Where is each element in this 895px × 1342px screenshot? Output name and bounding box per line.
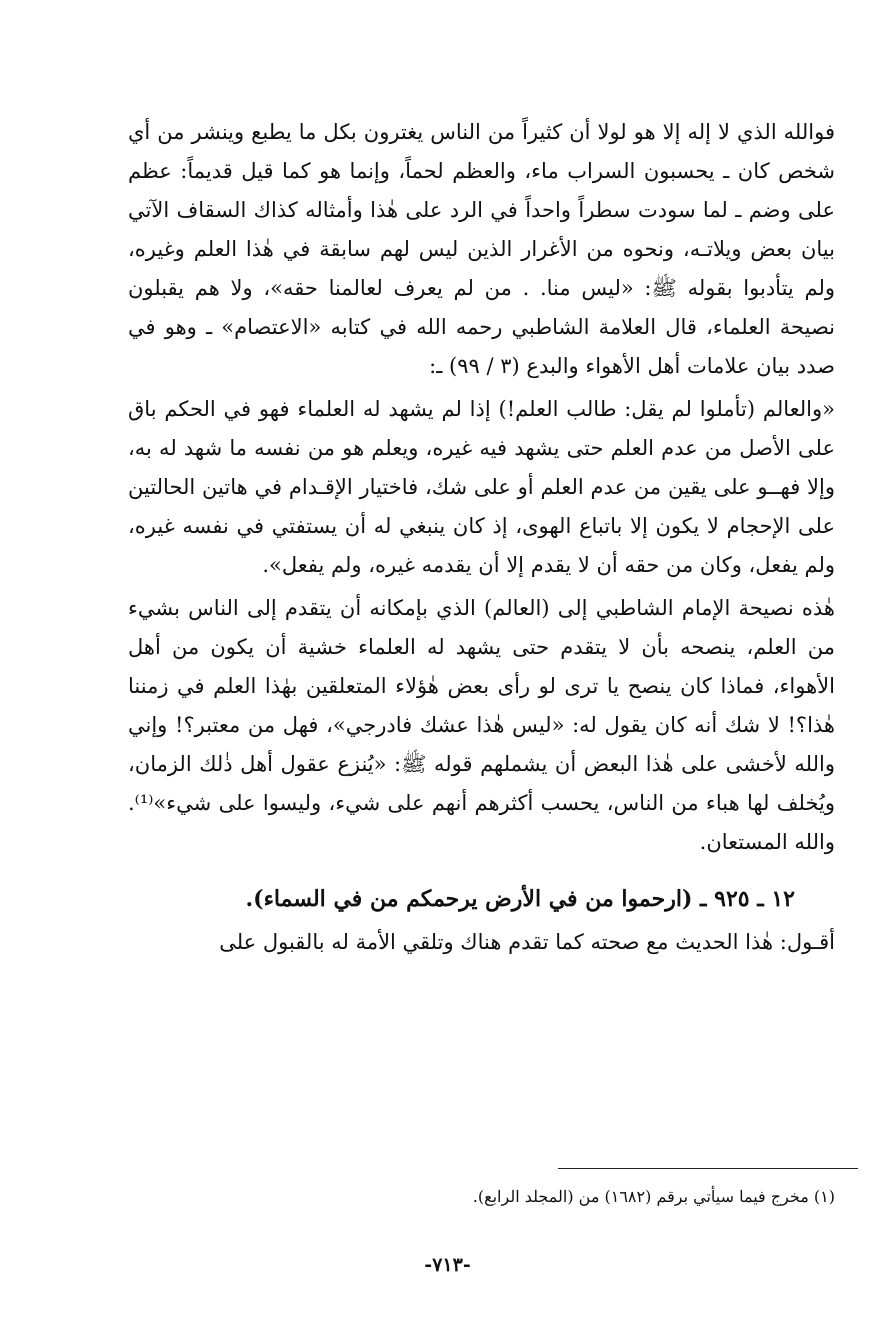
paragraph-1: فوالله الذي لا إله إلا هو لولا أن كثيراً من الناس يغترون بكل ما يطبع وينشر من أي شخص كان ـ يحسبون السراب ماء، والعظم لحماً، وإنما هو كما قيل قديماً: عظم على وضم ـ لما سودت سطراً واحداً في الرد على هٰذا وأمثاله كذاك السقاف الآتي بيان بعض ويلاتـه، ونحوه من الأغرار الذين ليس لهم سابقة في هٰذا العلم وغيره، ولم يتأدبوا بقوله ﷺ: «ليس منا. . من لم يعرف لعالمنا حقه»، ولا هم يقبلون نصيحة العلماء، قال العلامة الشاطبي رحمه الله في كتابه «الاعتصام» ـ وهو في صدد بيان علامات أهل الأهواء والبدع (٣ / ٩٩) ـ: [128,120,835,378]
footnote: (١) مخرج فيما سيأتي برقم (١٦٨٢) من (المجلد الرابع). [472,1187,835,1206]
footnote-separator [558,1168,858,1169]
main-text [128,113,835,962]
hadith-heading: ١٢ ـ ٩٢٥ ـ (ارحموا من في الأرض يرحمكم من في السماء). [245,886,795,912]
paragraph-3: هٰذه نصيحة الإمام الشاطبي إلى (العالم) الذي بإمكانه أن يتقدم إلى الناس بشيء من العلم، ينصحه بأن لا يتقدم حتى يشهد له العلماء خشية أن يكون من أهل الأهواء، فماذا كان ينصح يا ترى لو رأى بعض هٰؤلاء المتعلقين بهٰذا العلم في زمننا هٰذا؟! لا شك أنه كان يقول له: «ليس هٰذا عشك فادرجي»، فهل من معتبر؟! وإني والله لأخشى على هٰذا البعض أن يشملهم قوله ﷺ: «يُنزع عقول أهل ذٰلك الزمان، ويُخلف لها هباء من الناس، يحسب أكثرهم أنهم على شيء، وليسوا على شيء»⁽¹⁾. والله المستعان. [128,596,835,854]
paragraph-2-quote: «والعالم (تأملوا لم يقل: طالب العلم!) إذا لم يشهد له العلماء فهو في الحكم باق على الأصل من عدم العلم حتى يشهد فيه غيره، ويعلم هو من نفسه ما شهد له به، وإلا فهــو على يقين من عدم العلم أو على شك، فاختيار الإقـدام في هاتين الحالتين على الإحجام لا يكون إلا باتباع الهوى، إذ كان ينبغي له أن يستفتي في نفسه غيره، ولم يفعل، وكان من حقه أن لا يقدم إلا أن يقدمه غيره، ولم يفعل». [128,397,835,577]
paragraph-4: أقـول: هٰذا الحديث مع صحته كما تقدم هناك وتلقي الأمة له بالقبول على [219,930,835,954]
page-number: -٧١٣- [424,1254,471,1276]
